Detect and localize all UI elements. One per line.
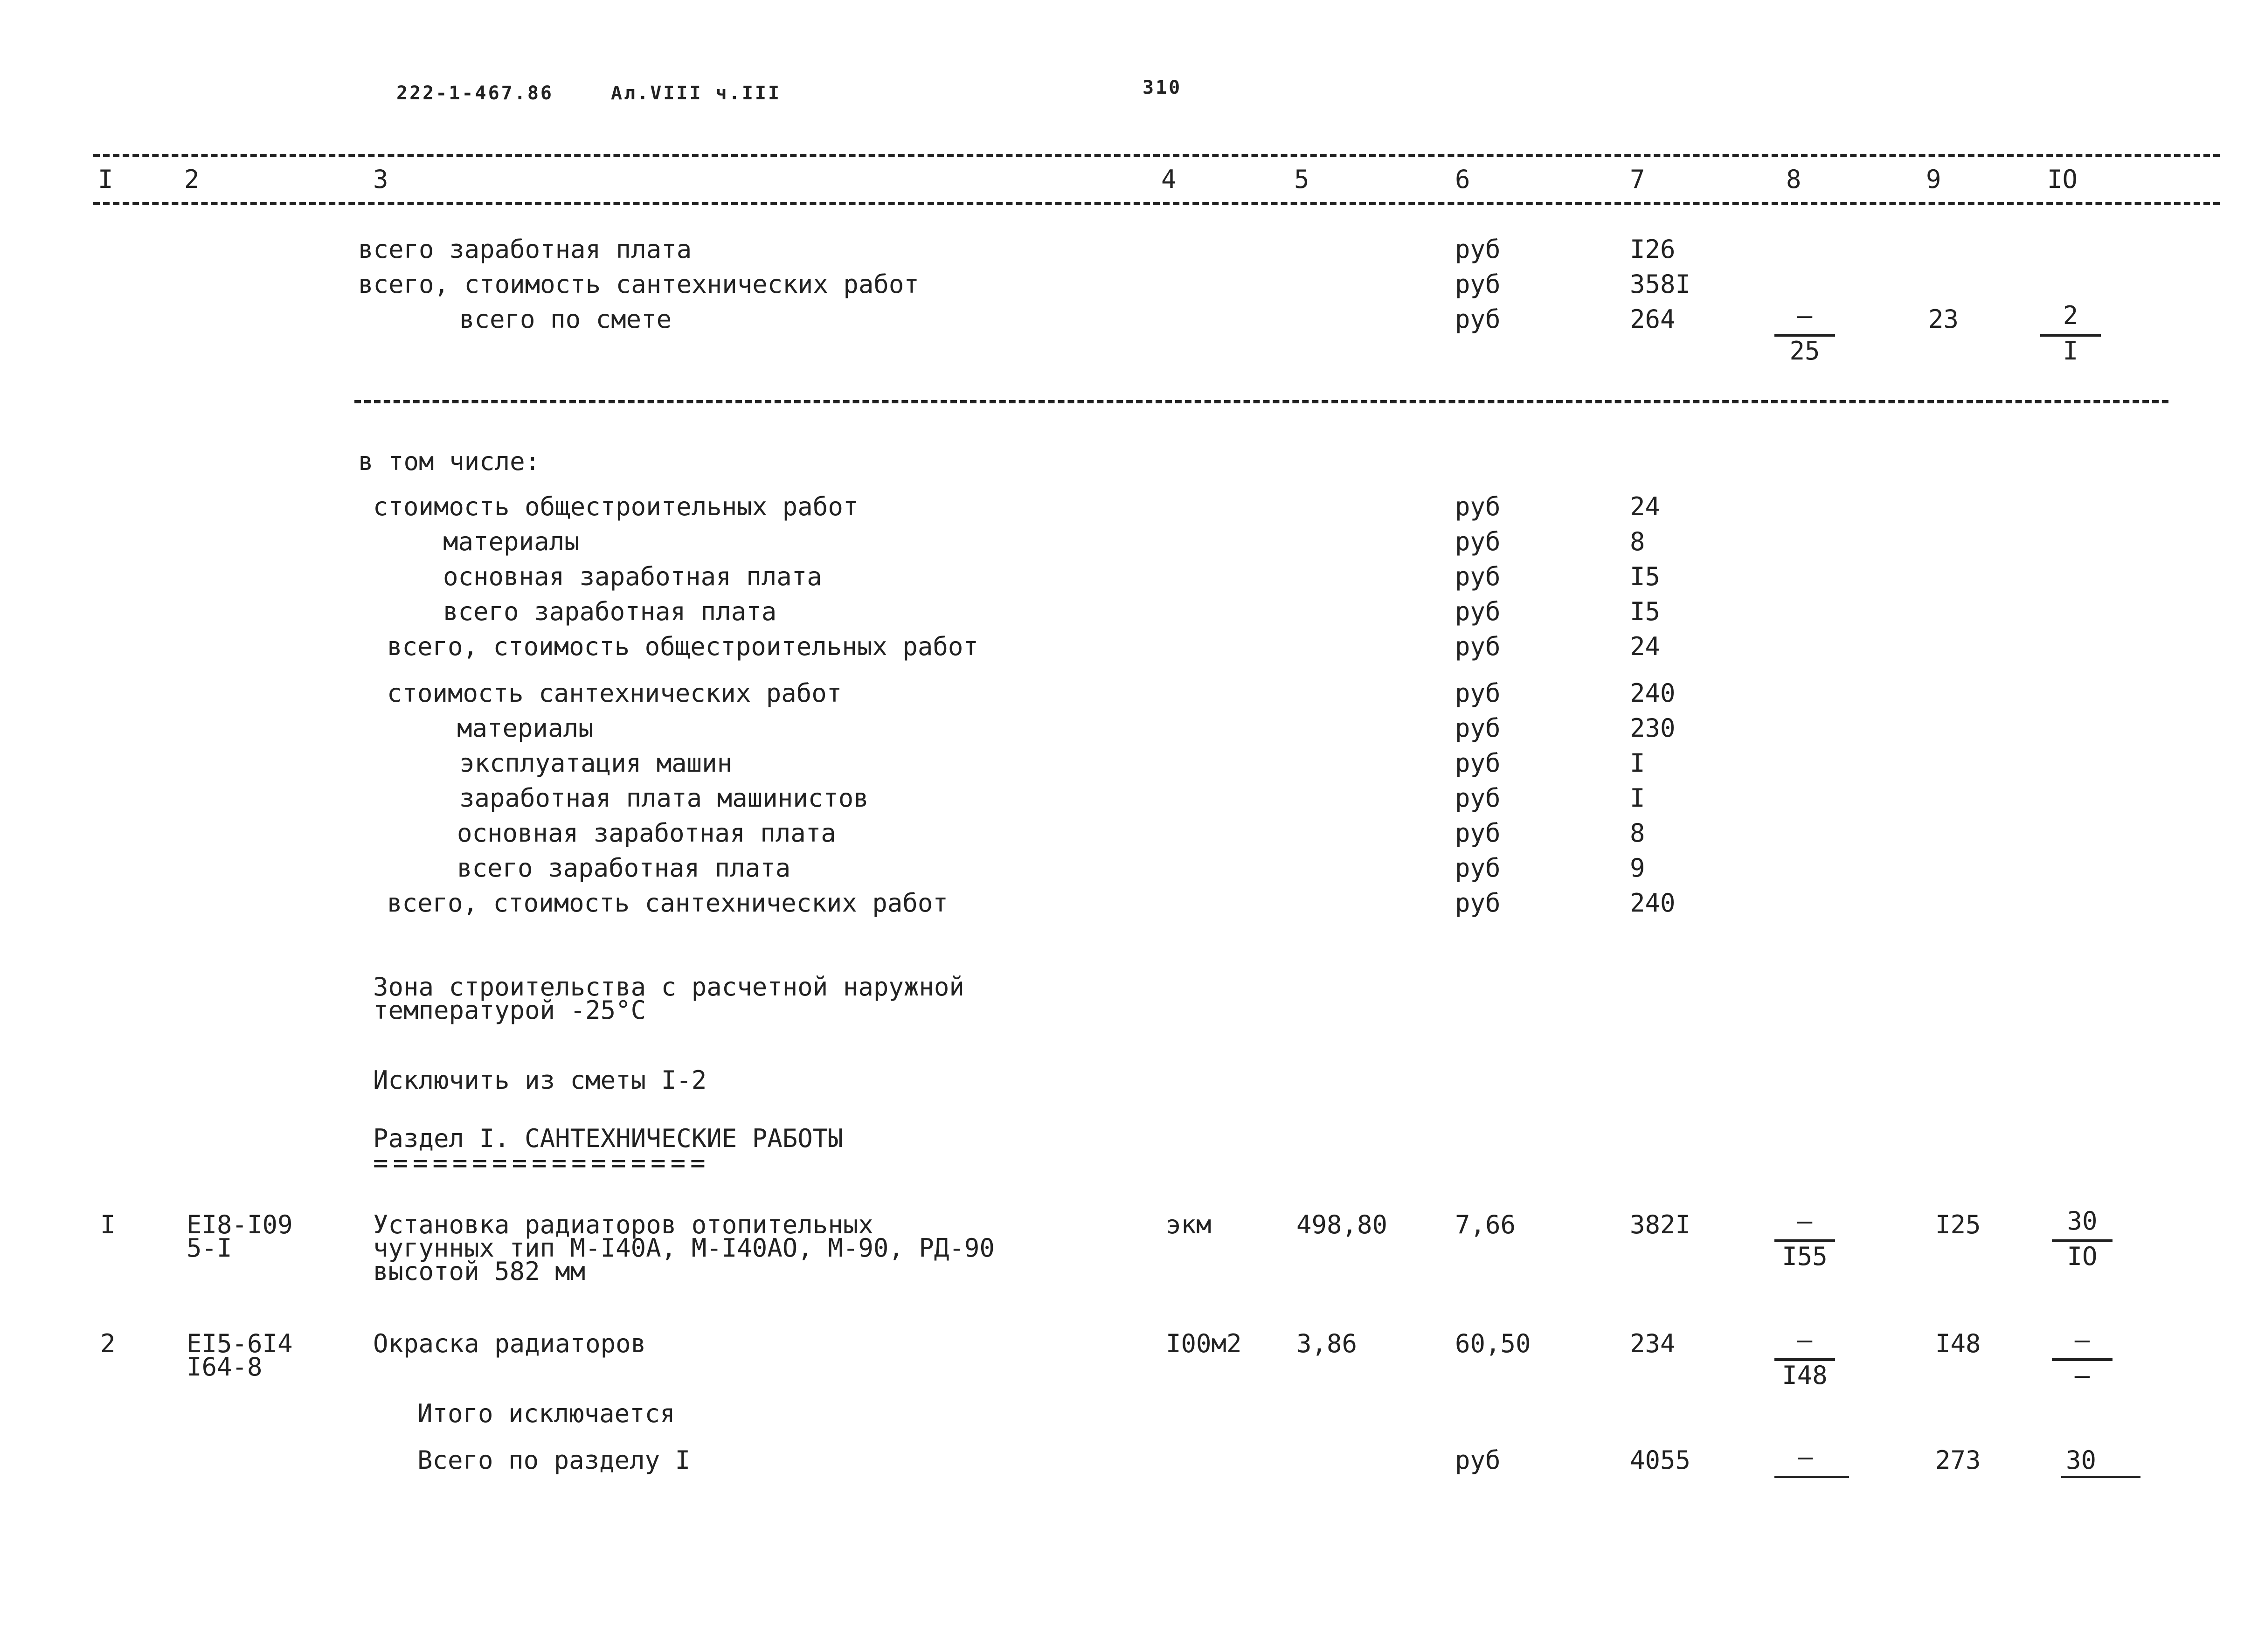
column-number-2: 2 bbox=[184, 165, 200, 194]
item-1-col8-numerator: – bbox=[1774, 1209, 1835, 1242]
plumbing-total-wages-value: 9 bbox=[1630, 853, 1645, 883]
album-reference: Ал.VIII ч.III bbox=[611, 83, 782, 104]
general-works-value: 24 bbox=[1630, 492, 1661, 521]
item-1-col8 bbox=[1774, 1206, 1835, 1271]
section-total-col9: 273 bbox=[1935, 1445, 1981, 1475]
section-total-unit: руб bbox=[1455, 1445, 1501, 1475]
item-2-total: 234 bbox=[1630, 1329, 1676, 1358]
general-total-wages-value: I5 bbox=[1630, 597, 1661, 626]
plumbing-operator-wages-unit: руб bbox=[1455, 783, 1501, 813]
total-wages-value: I26 bbox=[1630, 235, 1676, 264]
general-base-wages-label: основная заработная плата bbox=[443, 562, 822, 591]
column-number-3: 3 bbox=[373, 165, 388, 194]
section-title-double-underline: ================= bbox=[373, 1148, 710, 1178]
item-1-total: 382I bbox=[1630, 1210, 1691, 1239]
header-bottom-rule bbox=[93, 202, 2220, 205]
header-top-rule bbox=[93, 154, 2220, 157]
plumbing-operator-wages-value: I bbox=[1630, 783, 1645, 813]
item-1-code-line-1: EI8-I09 bbox=[187, 1210, 293, 1239]
zone-note-line-2: температурой -25°C bbox=[373, 995, 646, 1025]
item-1-code-line-2: 5-I bbox=[187, 1233, 232, 1263]
item-2-col10-denominator: – bbox=[2074, 1361, 2090, 1390]
estimate-total-col8 bbox=[1774, 303, 1835, 364]
item-2-unit: I00м2 bbox=[1166, 1329, 1242, 1358]
general-works-unit: руб bbox=[1455, 492, 1501, 521]
general-total-wages-label: всего заработная плата bbox=[443, 597, 777, 626]
item-2-code-line-2: I64-8 bbox=[187, 1352, 263, 1382]
item-2-col10-numerator: – bbox=[2052, 1327, 2113, 1361]
estimate-total-value: 264 bbox=[1630, 304, 1676, 334]
general-total-wages-unit: руб bbox=[1455, 597, 1501, 626]
section-total-col8-underline bbox=[1774, 1476, 1849, 1478]
section-total-col8: – bbox=[1798, 1442, 1813, 1472]
exclude-note: Исключить из сметы I-2 bbox=[373, 1065, 707, 1095]
item-2-quantity: 3,86 bbox=[1296, 1329, 1358, 1358]
item-1-col10 bbox=[2052, 1206, 2113, 1271]
item-1-name-line-1: Установка радиаторов отопительных bbox=[373, 1210, 873, 1239]
general-base-wages-value: I5 bbox=[1630, 562, 1661, 591]
plumbing-base-wages-label: основная заработная плата bbox=[457, 818, 836, 848]
estimate-total-col10-numerator: 2 bbox=[2040, 303, 2101, 337]
item-2-col8 bbox=[1774, 1327, 1835, 1388]
item-2-number: 2 bbox=[100, 1329, 116, 1358]
column-number-4: 4 bbox=[1161, 165, 1177, 194]
total-plumbing-value: 358I bbox=[1630, 270, 1691, 299]
general-works-total-value: 24 bbox=[1630, 632, 1661, 661]
total-wages-unit: руб bbox=[1455, 235, 1501, 264]
plumbing-works-value: 240 bbox=[1630, 678, 1676, 708]
item-1-price: 7,66 bbox=[1455, 1210, 1516, 1239]
item-1-number: I bbox=[100, 1210, 116, 1239]
column-number-8: 8 bbox=[1786, 165, 1801, 194]
section-total-col10: 30 bbox=[2066, 1445, 2097, 1475]
general-works-title: стоимость общестроительных работ bbox=[373, 492, 859, 521]
item-2-col8-numerator: – bbox=[1774, 1327, 1835, 1361]
item-1-col8-denominator: I55 bbox=[1782, 1242, 1828, 1271]
general-materials-label: материалы bbox=[443, 527, 580, 556]
plumbing-works-title: стоимость сантехнических работ bbox=[387, 678, 842, 708]
general-materials-value: 8 bbox=[1630, 527, 1645, 556]
plumbing-materials-value: 230 bbox=[1630, 713, 1676, 743]
excluded-total-label: Итого исключается bbox=[417, 1399, 675, 1428]
column-number-1: I bbox=[98, 165, 113, 194]
section-total-col10-underline bbox=[2061, 1476, 2140, 1478]
column-number-7: 7 bbox=[1630, 165, 1645, 194]
total-wages-label: всего заработная плата bbox=[358, 235, 692, 264]
item-1-quantity: 498,80 bbox=[1296, 1210, 1388, 1239]
document-code: 222-1-467.86 bbox=[396, 83, 554, 104]
estimate-total-col9: 23 bbox=[1928, 304, 1959, 334]
item-2-name: Окраска радиаторов bbox=[373, 1329, 646, 1358]
plumbing-machines-value: I bbox=[1630, 748, 1645, 778]
item-1-col10-numerator: 30 bbox=[2052, 1209, 2113, 1242]
total-plumbing-unit: руб bbox=[1455, 270, 1501, 299]
estimate-total-col10 bbox=[2040, 303, 2101, 364]
estimate-total-col8-numerator: – bbox=[1774, 303, 1835, 337]
plumbing-operator-wages-label: заработная плата машинистов bbox=[459, 783, 869, 813]
item-2-col9: I48 bbox=[1935, 1329, 1981, 1358]
plumbing-total-wages-label: всего заработная плата bbox=[457, 853, 791, 883]
item-1-col9: I25 bbox=[1935, 1210, 1981, 1239]
general-base-wages-unit: руб bbox=[1455, 562, 1501, 591]
general-works-total-label: всего, стоимость общестроительных работ bbox=[387, 632, 978, 661]
item-2-col10 bbox=[2052, 1327, 2113, 1388]
item-2-price: 60,50 bbox=[1455, 1329, 1531, 1358]
item-2-code-line-1: EI5-6I4 bbox=[187, 1329, 293, 1358]
plumbing-materials-unit: руб bbox=[1455, 713, 1501, 743]
item-2-col8-denominator: I48 bbox=[1782, 1361, 1828, 1390]
column-number-5: 5 bbox=[1294, 165, 1309, 194]
page-number: 310 bbox=[1143, 77, 1182, 98]
estimate-total-unit: руб bbox=[1455, 304, 1501, 334]
plumbing-works-total-unit: руб bbox=[1455, 888, 1501, 918]
plumbing-works-total-value: 240 bbox=[1630, 888, 1676, 918]
plumbing-base-wages-unit: руб bbox=[1455, 818, 1501, 848]
zone-note-line-1: Зона строительства с расчетной наружной bbox=[373, 972, 964, 1002]
item-1-name-line-3: высотой 582 мм bbox=[373, 1257, 586, 1286]
estimate-total-col10-denominator: I bbox=[2063, 336, 2078, 366]
total-plumbing-label: всего, стоимость сантехнических работ bbox=[358, 270, 919, 299]
plumbing-works-unit: руб bbox=[1455, 678, 1501, 708]
general-works-total-unit: руб bbox=[1455, 632, 1501, 661]
plumbing-machines-unit: руб bbox=[1455, 748, 1501, 778]
column-number-6: 6 bbox=[1455, 165, 1470, 194]
estimate-total-col8-denominator: 25 bbox=[1789, 336, 1820, 366]
including-label: в том числе: bbox=[358, 447, 540, 476]
item-1-name-line-2: чугунных тип М-I40А, М-I40АО, М-90, РД-90 bbox=[373, 1233, 995, 1263]
separator-rule bbox=[354, 400, 2168, 403]
section-total-value: 4055 bbox=[1630, 1445, 1691, 1475]
item-1-unit: экм bbox=[1166, 1210, 1212, 1239]
plumbing-total-wages-unit: руб bbox=[1455, 853, 1501, 883]
item-1-col10-denominator: IO bbox=[2067, 1242, 2098, 1271]
plumbing-base-wages-value: 8 bbox=[1630, 818, 1645, 848]
section-total-label: Всего по разделу I bbox=[417, 1445, 691, 1475]
column-number-10: IO bbox=[2047, 165, 2078, 194]
estimate-total-label: всего по смете bbox=[459, 304, 672, 334]
general-materials-unit: руб bbox=[1455, 527, 1501, 556]
section-title: Раздел I. САНТЕХНИЧЕСКИЕ РАБОТЫ bbox=[373, 1124, 843, 1153]
plumbing-works-total-label: всего, стоимость сантехнических работ bbox=[387, 888, 948, 918]
plumbing-materials-label: материалы bbox=[457, 713, 594, 743]
plumbing-machines-label: эксплуатация машин bbox=[459, 748, 733, 778]
column-number-9: 9 bbox=[1926, 165, 1941, 194]
